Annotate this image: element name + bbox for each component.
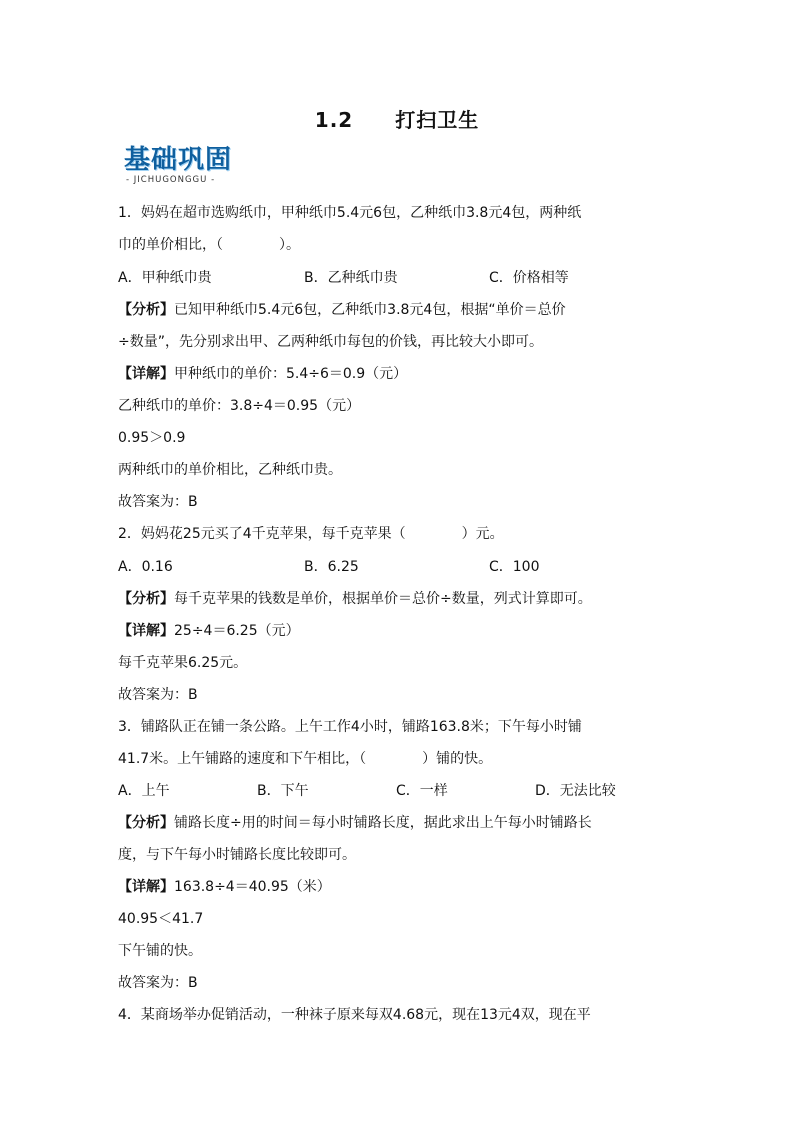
q1-detail-line3: 0.95＞0.9 bbox=[118, 430, 186, 446]
analysis-tag: 【分析】 bbox=[118, 591, 174, 607]
analysis-text: 铺路长度÷用的时间＝每小时铺路长度，据此求出上午每小时铺路长 bbox=[174, 815, 592, 831]
banner-subtitle: - JICHUGONGGU - bbox=[126, 175, 216, 185]
q2-option-b: B．6.25 bbox=[304, 559, 359, 575]
q1-answer: 故答案为：B bbox=[118, 494, 198, 510]
q1-analysis-line1 bbox=[118, 302, 566, 318]
q3-answer: 故答案为：B bbox=[118, 975, 198, 991]
q2-detail-line1 bbox=[118, 623, 300, 639]
section-name: 打扫卫生 bbox=[395, 108, 480, 132]
q2-detail-line2: 每千克苹果6.25元。 bbox=[118, 655, 248, 671]
q4-stem-line1: 4．某商场举办促销活动，一种袜子原来每双4.68元，现在13元4双，现在平 bbox=[118, 1007, 591, 1023]
analysis-tag: 【分析】 bbox=[118, 302, 174, 318]
detail-tag: 【详解】 bbox=[118, 879, 174, 895]
analysis-tag: 【分析】 bbox=[118, 815, 174, 831]
q2-stem-line1: 2．妈妈花25元买了4千克苹果，每千克苹果（ ）元。 bbox=[118, 526, 504, 542]
detail-text: 甲种纸巾的单价：5.4÷6＝0.9（元） bbox=[174, 366, 408, 382]
analysis-text: 已知甲种纸巾5.4元6包，乙种纸巾3.8元4包，根据“单价＝总价 bbox=[174, 302, 566, 318]
q3-analysis-line1 bbox=[118, 815, 592, 831]
analysis-text: 每千克苹果的钱数是单价，根据单价＝总价÷数量，列式计算即可。 bbox=[174, 591, 592, 607]
banner-title: 基础巩固 bbox=[124, 145, 233, 175]
q1-option-c: C．价格相等 bbox=[489, 270, 569, 286]
detail-tag: 【详解】 bbox=[118, 623, 174, 639]
q1-option-a: A．甲种纸巾贵 bbox=[118, 270, 212, 286]
detail-text: 163.8÷4＝40.95（米） bbox=[174, 879, 331, 895]
section-banner bbox=[124, 146, 266, 188]
q3-option-d: D．无法比较 bbox=[535, 783, 616, 799]
q1-detail-line1 bbox=[118, 366, 407, 382]
q3-detail-line3: 下午铺的快。 bbox=[118, 943, 202, 959]
q2-answer: 故答案为：B bbox=[118, 687, 198, 703]
q3-detail-line2: 40.95＜41.7 bbox=[118, 911, 204, 927]
q3-option-a: A．上午 bbox=[118, 783, 170, 799]
q1-option-b: B．乙种纸巾贵 bbox=[304, 270, 398, 286]
q1-stem-line1: 1．妈妈在超市选购纸巾，甲种纸巾5.4元6包，乙种纸巾3.8元4包，两种纸 bbox=[118, 205, 582, 221]
q3-stem-line2: 41.7米。上午铺路的速度和下午相比，（ ）铺的快。 bbox=[118, 751, 493, 767]
section-title bbox=[0, 104, 794, 133]
q3-analysis-line2: 度，与下午每小时铺路长度比较即可。 bbox=[118, 847, 356, 863]
q3-option-b: B．下午 bbox=[257, 783, 309, 799]
q3-stem-line1: 3．铺路队正在铺一条公路。上午工作4小时，铺路163.8米；下午每小时铺 bbox=[118, 719, 582, 735]
q3-option-c: C．一样 bbox=[396, 783, 448, 799]
q1-detail-line4: 两种纸巾的单价相比，乙种纸巾贵。 bbox=[118, 462, 342, 478]
detail-text: 25÷4＝6.25（元） bbox=[174, 623, 300, 639]
section-number: 1.2 bbox=[314, 108, 354, 132]
q1-analysis-line2: ÷数量”，先分别求出甲、乙两种纸巾每包的价钱，再比较大小即可。 bbox=[118, 334, 543, 350]
q2-analysis-line1 bbox=[118, 591, 592, 607]
q2-option-a: A．0.16 bbox=[118, 559, 173, 575]
q1-stem-line2: 巾的单价相比，（ ）。 bbox=[118, 237, 300, 253]
detail-tag: 【详解】 bbox=[118, 366, 174, 382]
q1-detail-line2: 乙种纸巾的单价：3.8÷4＝0.95（元） bbox=[118, 398, 361, 414]
q3-detail-line1 bbox=[118, 879, 331, 895]
q2-option-c: C．100 bbox=[489, 559, 540, 575]
